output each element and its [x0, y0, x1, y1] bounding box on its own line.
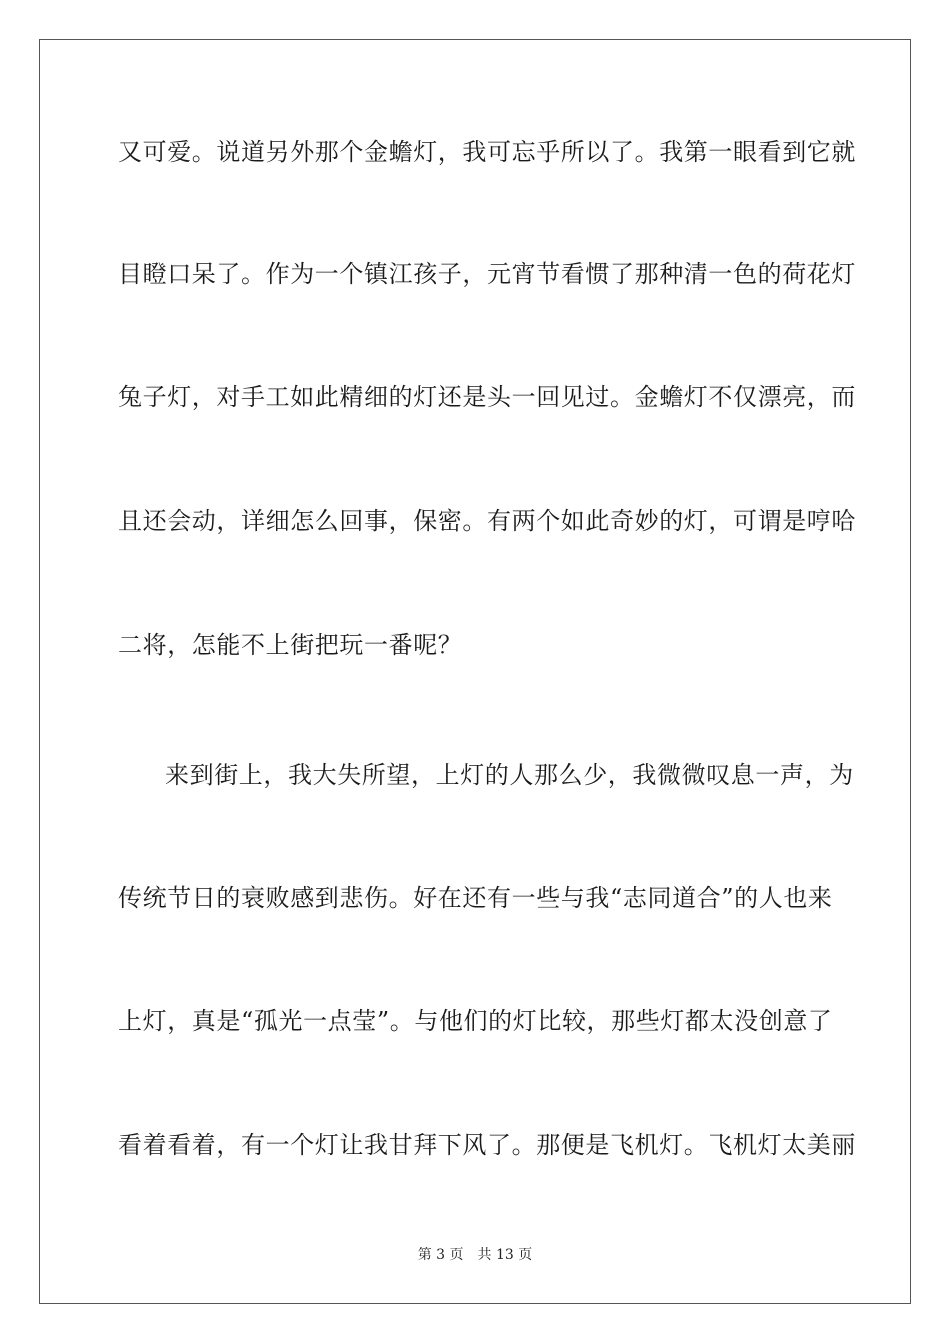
page-number: 第 3 页 — [417, 1247, 464, 1263]
page-footer — [0, 1246, 950, 1264]
text-line-7: 传统节日的衰败感到悲伤。好在还有一些与我“志同道合”的人也来 — [118, 884, 833, 912]
text-line-2: 目瞪口呆了。作为一个镇江孩子，元宵节看惯了那种清一色的荷花灯 — [118, 260, 856, 288]
text-line-4: 且还会动，详细怎么回事，保密。有两个如此奇妙的灯，可谓是哼哈 — [118, 507, 856, 535]
text-line-8: 上灯，真是“孤光一点莹”。与他们的灯比较，那些灯都太没创意了 — [118, 1007, 833, 1035]
text-line-9: 看着看着，有一个灯让我甘拜下风了。那便是飞机灯。飞机灯太美丽 — [118, 1131, 856, 1159]
page-border — [39, 39, 911, 1304]
total-pages: 共 13 页 — [477, 1247, 533, 1263]
text-line-6: 来到街上，我大失所望，上灯的人那么少，我微微叹息一声，为 — [165, 761, 854, 789]
text-line-3: 兔子灯，对手工如此精细的灯还是头一回见过。金蟾灯不仅漂亮，而 — [118, 383, 856, 411]
text-line-5: 二将，怎能不上街把玩一番呢？ — [118, 631, 463, 659]
text-line-1: 又可爱。说道另外那个金蟾灯，我可忘乎所以了。我第一眼看到它就 — [118, 138, 856, 166]
